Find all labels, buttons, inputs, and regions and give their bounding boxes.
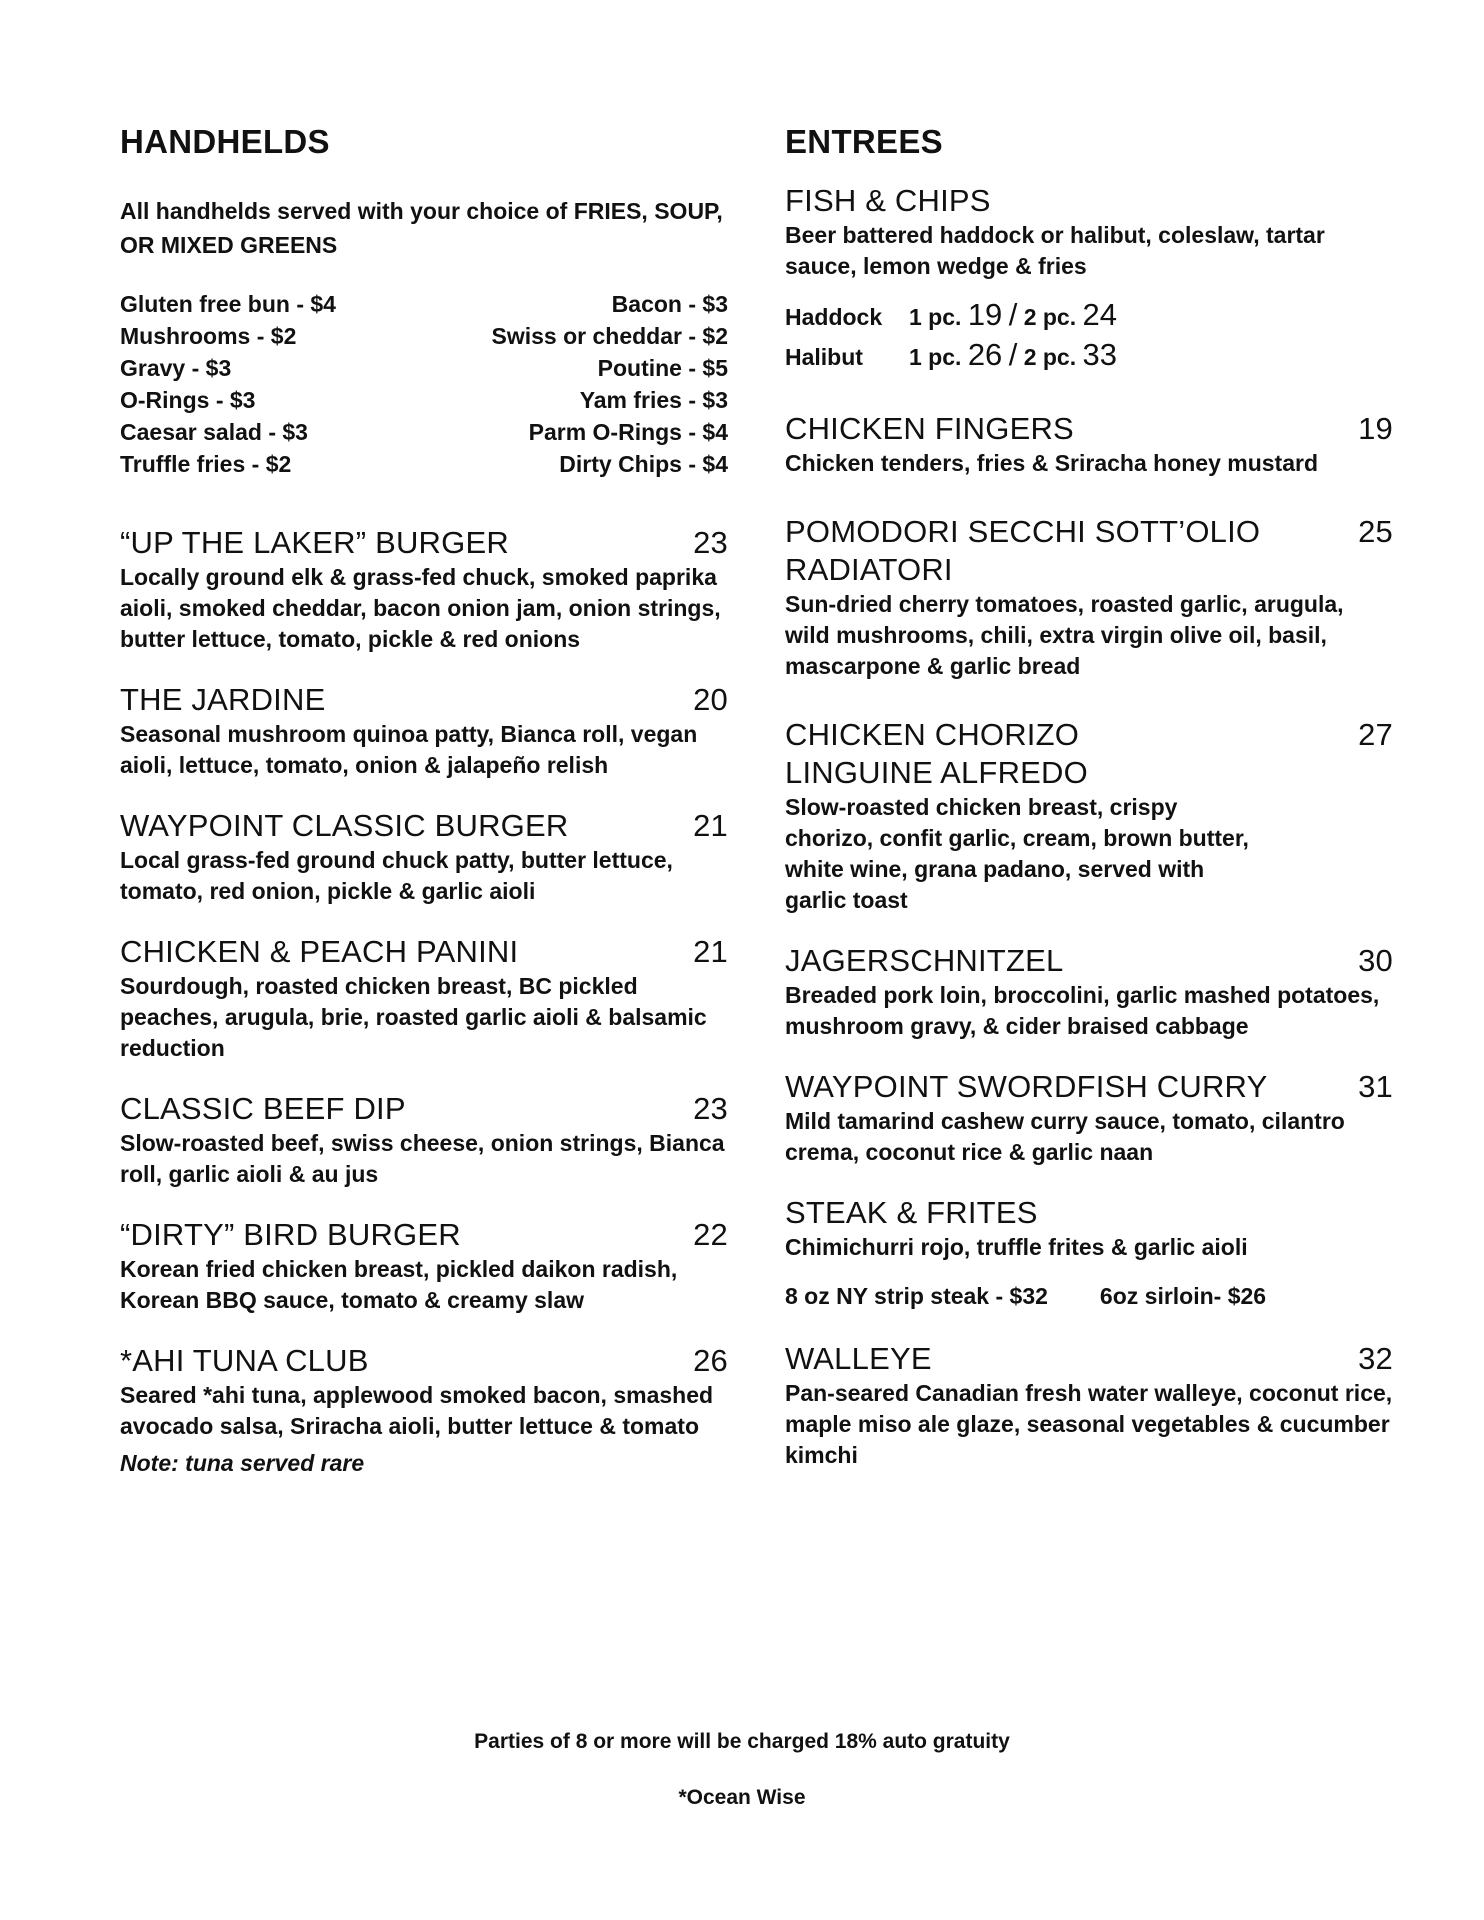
item-name: *AHI TUNA CLUB (120, 1342, 369, 1378)
item-name: “DIRTY” BIRD BURGER (120, 1216, 461, 1252)
addon-item: Dirty Chips - $4 (559, 450, 728, 477)
addon-item: Swiss or cheddar - $2 (491, 322, 728, 349)
addon-item: Gluten free bun - $4 (120, 290, 336, 317)
item-price: 27 (1358, 716, 1393, 752)
item-description: Chimichurri rojo, truffle frites & garlic aioli (785, 1233, 1248, 1260)
piece-label: 1 pc. (909, 303, 962, 330)
item-price: 19 (1358, 410, 1393, 446)
steak-prices (785, 1283, 1393, 1310)
price-value: 33 (1082, 336, 1117, 372)
item-price: 31 (1358, 1068, 1393, 1104)
fish-type-label: Halibut (785, 343, 863, 370)
item-name: WAYPOINT SWORDFISH CURRY (785, 1068, 1268, 1104)
menu-item (785, 716, 1393, 916)
item-price: 26 (693, 1342, 728, 1378)
addons-list (120, 288, 728, 480)
item-price: 30 (1358, 942, 1393, 978)
item-name: WALLEYE (785, 1340, 932, 1376)
item-price: 22 (693, 1216, 728, 1252)
menu-item (785, 942, 1393, 1042)
item-description: Chicken tenders, fries & Sriracha honey mustard (785, 449, 1319, 476)
price-value: 24 (1082, 296, 1117, 332)
item-description: Korean fried chicken breast, pickled daikon radish, Korean BBQ sauce, tomato & creamy slaw (120, 1255, 678, 1313)
price-value: 19 (967, 296, 1003, 332)
addon-item: O-Rings - $3 (120, 386, 256, 413)
fish-prices (785, 296, 1393, 376)
piece-label: 1 pc. (909, 343, 962, 370)
handhelds-title: HANDHELDS (120, 123, 330, 160)
item-description: Locally ground elk & grass-fed chuck, smoked paprika aioli, smoked cheddar, bacon onion jam, onion strings, butter lettuce, tomato, pickle & red onions (120, 563, 721, 652)
steak-option: 8 oz NY strip steak - $32 (785, 1282, 1048, 1309)
menu-item (785, 1068, 1393, 1168)
item-price: 25 (1358, 513, 1393, 549)
item-description: Breaded pork loin, broccolini, garlic mashed potatoes, mushroom gravy, & cider braised cabbage (785, 981, 1380, 1039)
steak-option: 6oz sirloin- $26 (1099, 1282, 1267, 1309)
handhelds-intro: All handhelds served with your choice of FRIES, SOUP, OR MIXED GREENS (120, 197, 723, 258)
menu-item (785, 410, 1393, 479)
item-price: 20 (693, 681, 728, 717)
fish-type-label: Haddock (785, 303, 883, 330)
addon-item: Parm O-Rings - $4 (528, 418, 728, 445)
addon-item: Bacon - $3 (611, 290, 728, 317)
item-name: CHICKEN CHORIZO LINGUINE ALFREDO (785, 716, 1088, 790)
item-name: STEAK & FRITES (785, 1194, 1038, 1230)
item-description: Beer battered haddock or halibut, coleslaw, tartar sauce, lemon wedge & fries (785, 221, 1325, 279)
item-description: Sun-dried cherry tomatoes, roasted garlic, arugula, wild mushrooms, chili, extra virgin olive oil, basil, mascarpone & garlic bread (785, 590, 1344, 679)
item-price: 23 (693, 1090, 728, 1126)
menu-item (120, 933, 728, 1064)
menu-item (785, 1340, 1393, 1471)
item-name: CHICKEN FINGERS (785, 410, 1074, 446)
addon-item: Mushrooms - $2 (120, 322, 297, 349)
price-separator: / (1008, 296, 1018, 332)
menu-item (120, 1216, 728, 1316)
ocean-wise-note: *Ocean Wise (678, 1786, 806, 1809)
piece-label: 2 pc. (1023, 343, 1077, 370)
price-separator: / (1008, 336, 1018, 372)
item-name: POMODORI SECCHI SOTT’OLIO RADIATORI (785, 513, 1261, 587)
menu-item (120, 681, 728, 781)
item-name: CLASSIC BEEF DIP (120, 1090, 406, 1126)
item-name: JAGERSCHNITZEL (785, 942, 1064, 978)
item-description: Local grass-fed ground chuck patty, butter lettuce, tomato, red onion, pickle & garlic aioli (120, 846, 673, 904)
addon-item: Gravy - $3 (120, 354, 232, 381)
entrees-title: ENTREES (785, 123, 943, 160)
piece-label: 2 pc. (1023, 303, 1077, 330)
entrees-column (785, 122, 1393, 1497)
item-price: 21 (693, 807, 728, 843)
item-name: WAYPOINT CLASSIC BURGER (120, 807, 569, 843)
item-name: THE JARDINE (120, 681, 326, 717)
addon-item: Poutine - $5 (597, 354, 728, 381)
item-description: Mild tamarind cashew curry sauce, tomato, cilantro crema, coconut rice & garlic naan (785, 1107, 1345, 1165)
halibut-price-row (785, 336, 1393, 376)
item-price: 32 (1358, 1340, 1393, 1376)
item-price: 23 (693, 524, 728, 560)
menu-item (785, 182, 1393, 376)
item-description: Sourdough, roasted chicken breast, BC pickled peaches, arugula, brie, roasted garlic aioli & balsamic reduction (120, 972, 707, 1061)
item-description: Slow-roasted chicken breast, crispy chorizo, confit garlic, cream, brown butter, white wine, grana padano, served with garlic toast (785, 793, 1249, 913)
item-note: Note: tuna served rare (120, 1449, 365, 1476)
handhelds-column (120, 122, 728, 1503)
gratuity-note: Parties of 8 or more will be charged 18% auto gratuity (474, 1730, 1010, 1753)
menu-item (120, 1342, 728, 1477)
menu-item (120, 524, 728, 655)
haddock-price-row (785, 296, 1393, 336)
menu-item (785, 1194, 1393, 1310)
price-value: 26 (967, 336, 1003, 372)
item-description: Slow-roasted beef, swiss cheese, onion strings, Bianca roll, garlic aioli & au jus (120, 1129, 725, 1187)
addon-item: Caesar salad - $3 (120, 418, 308, 445)
menu-item (120, 807, 728, 907)
item-description: Seared *ahi tuna, applewood smoked bacon, smashed avocado salsa, Sriracha aioli, butter lettuce & tomato (120, 1381, 714, 1439)
addon-item: Truffle fries - $2 (120, 450, 292, 477)
item-name: FISH & CHIPS (785, 182, 991, 218)
menu-item (785, 513, 1393, 682)
menu-item (120, 1090, 728, 1190)
item-name: CHICKEN & PEACH PANINI (120, 933, 519, 969)
addon-item: Yam fries - $3 (579, 386, 728, 413)
item-description: Pan-seared Canadian fresh water walleye, coconut rice, maple miso ale glaze, seasonal vegetables & cucumber kimchi (785, 1379, 1393, 1468)
item-price: 21 (693, 933, 728, 969)
item-name: “UP THE LAKER” BURGER (120, 524, 509, 560)
item-description: Seasonal mushroom quinoa patty, Bianca roll, vegan aioli, lettuce, tomato, onion & jalapeño relish (120, 720, 698, 778)
